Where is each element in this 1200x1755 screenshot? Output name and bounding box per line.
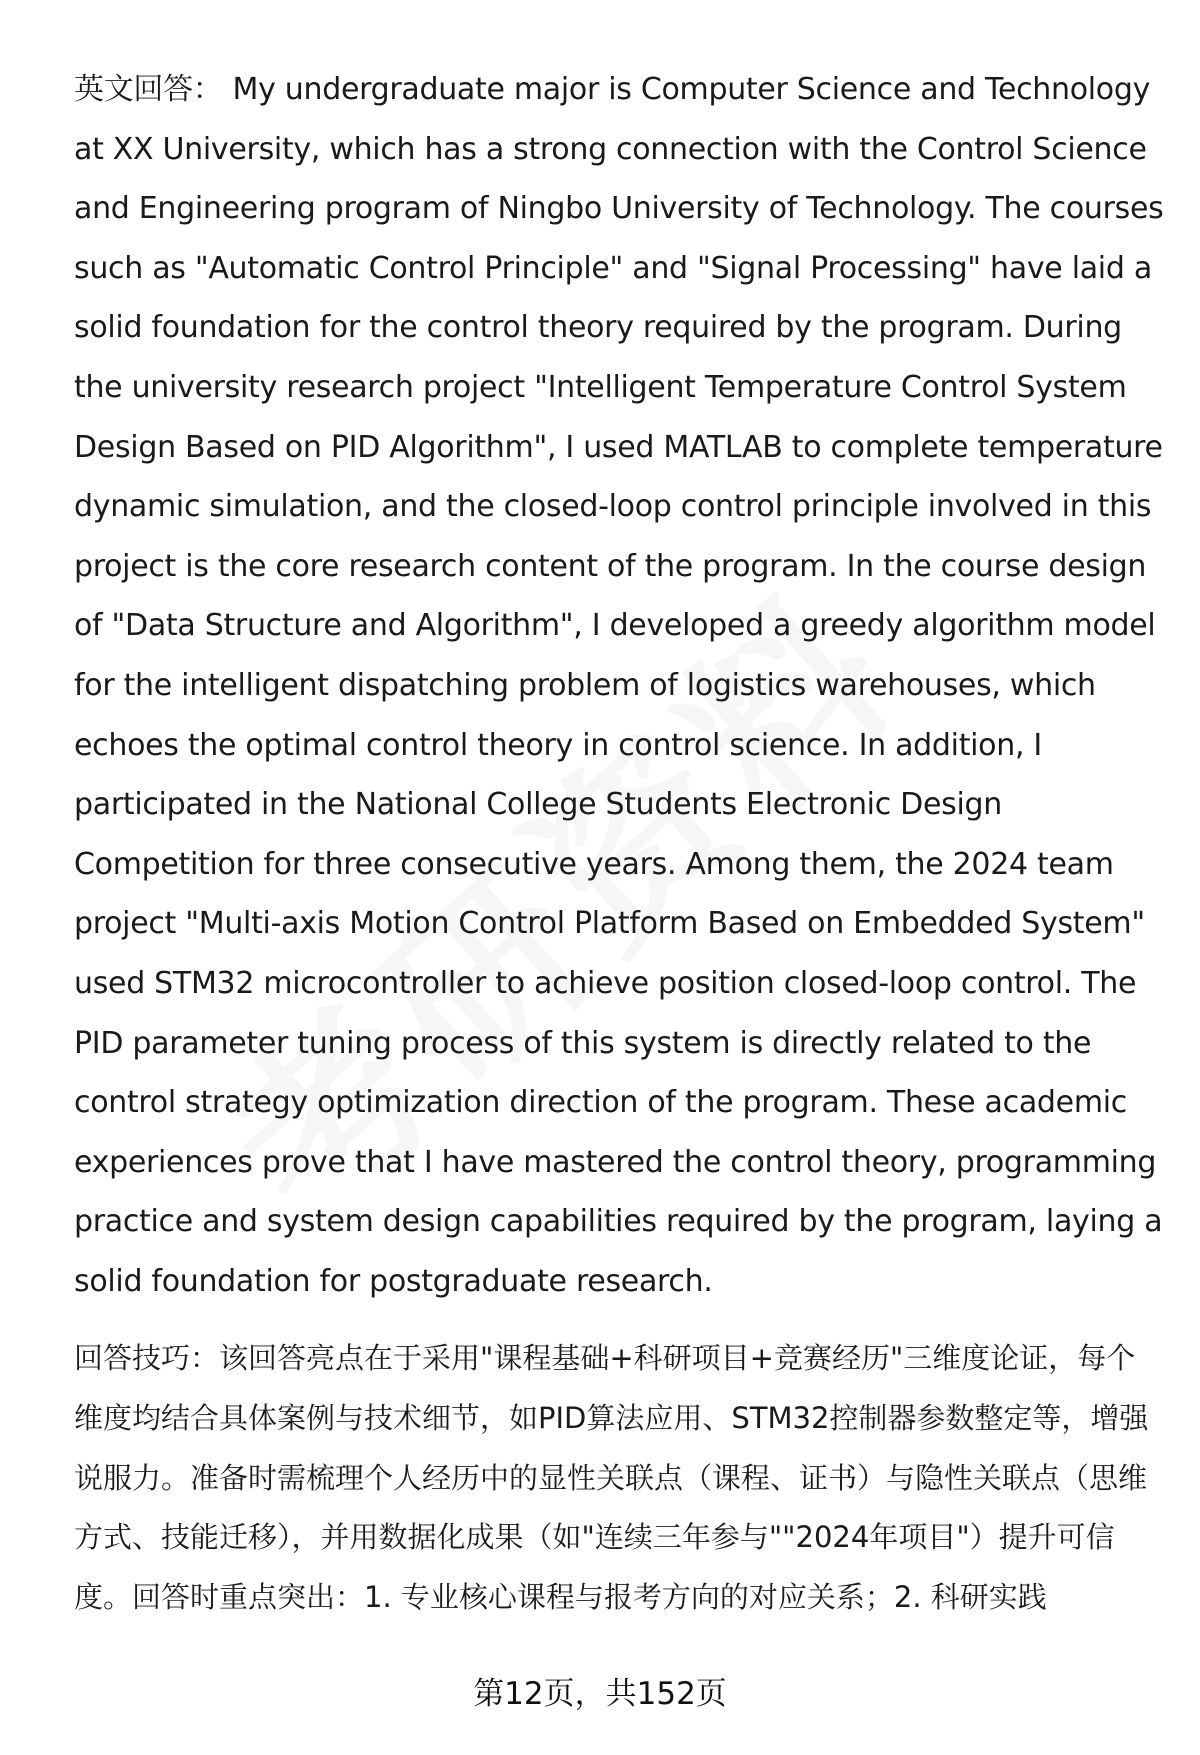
- answer-tips-text: 该回答亮点在于采用"课程基础+科研项目+竞赛经历"三维度论证，每个维度均结合具体案例与技术细节，如PID算法应用、STM32控制器参数整定等，增强说服力。准备时需梳理个人经历中的显性关联点（课程、证书）与隐性关联点（思维方式、技能迁移），并用数据化成果（如"连续三年参与""2024年项目"）提升可信度。回答时重点突出：1. 专业核心课程与报考方向的对应关系；2. 科研实践: [74, 1341, 1149, 1614]
- document-body: [74, 60, 1164, 1627]
- answer-tips-paragraph: [74, 1329, 1164, 1627]
- english-answer-paragraph: [74, 60, 1164, 1311]
- answer-tips-label: 回答技巧：: [74, 1341, 220, 1376]
- english-answer-text: My undergraduate major is Computer Science and Technology at XX University, which has a strong connection with the Control Science and Engineering program of Ningbo University of Technology. The courses such as "Automatic Control Principle" and "Signal Processing" have laid a solid foundation for the control theory required by the program. During the university research project "Intelligent Temperature Control System Design Based on PID Algorithm", I used MATLAB to complete temperature dynamic simulation, and the closed-loop control principle involved in this project is the core research content of the program. In the course design of "Data Structure and Algorithm", I developed a greedy algorithm model for the intelligent dispatching problem of logistics warehouses, which echoes the optimal control theory in control science. In addition, I participated in the National College Students Electronic Design Competition for three consecutive years. Among them, the 2024 team project "Multi-axis Motion Control Platform Based on Embedded System" used STM32 microcontroller to achieve position closed-loop control. The PID parameter tuning process of this system is directly related to the control strategy optimization direction of the program. These academic experiences prove that I have mastered the control theory, programming practice and system design capabilities required by the program, laying a solid foundation for postgraduate research.: [74, 72, 1164, 1299]
- english-answer-label: 英文回答：: [74, 72, 223, 107]
- page-indicator: 第12页，共152页: [473, 1676, 727, 1712]
